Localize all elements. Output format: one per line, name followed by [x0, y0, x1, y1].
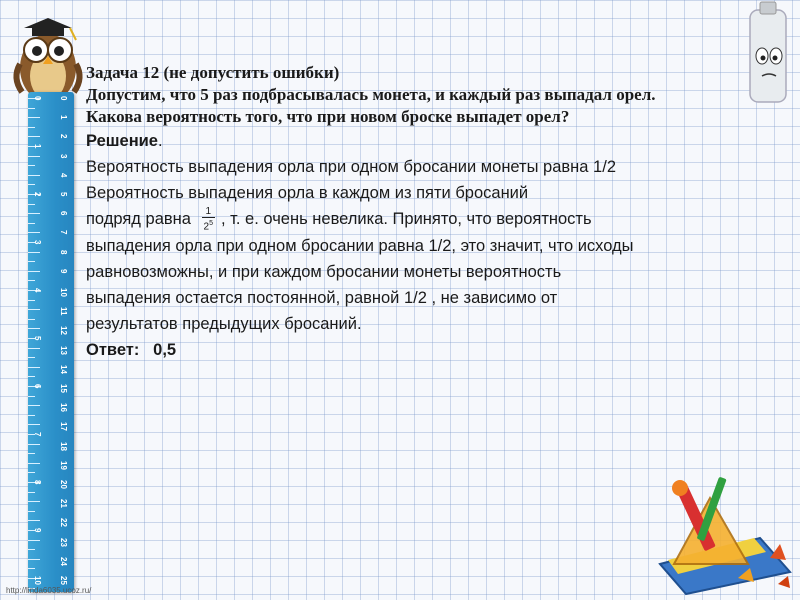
- ruler-tick: [28, 424, 40, 425]
- ruler-label-cm: 7: [33, 432, 42, 437]
- problem-line-1: Допустим, что 5 раз подбрасывалась монета, и каждый раз выпадал орел.: [86, 85, 656, 104]
- problem-line-2: Какова вероятность того, что при новом броске выпадет орел?: [86, 107, 570, 126]
- ruler-tick: [28, 472, 35, 473]
- solution-line-5: равновозможны, и при каждом бросании монеты вероятность: [86, 262, 562, 281]
- fraction-numerator: 1: [202, 206, 215, 218]
- ruler-label-cm: 2: [33, 192, 42, 197]
- ruler-tick: [28, 453, 35, 454]
- ruler-label-mm: 0: [59, 96, 68, 101]
- ruler-label-cm: 10: [33, 576, 42, 585]
- ruler-label-mm: 21: [59, 499, 68, 509]
- ruler-tick: [28, 444, 40, 445]
- ruler-label-mm: 24: [59, 556, 68, 566]
- ruler-label-mm: 25: [59, 576, 68, 585]
- ruler-tick: [28, 175, 40, 176]
- solution-line-6: выпадения остается постоянной, равной 1/2 , не зависимо от: [86, 288, 558, 307]
- ruler-tick: [28, 540, 40, 541]
- ruler-tick: [28, 136, 40, 137]
- ruler-label-mm: 12: [59, 326, 68, 336]
- slide-content: [86, 62, 786, 363]
- ruler-label-mm: 16: [59, 403, 68, 413]
- ruler: [28, 92, 74, 592]
- ruler-tick: [28, 271, 40, 272]
- ruler-tick: [28, 367, 40, 368]
- ruler-label-cm: 9: [33, 528, 42, 533]
- solution-line-2: Вероятность выпадения орла в каждом из пяти бросаний: [86, 184, 529, 202]
- ruler-label-mm: 1: [59, 115, 68, 120]
- school-supplies-icon: [650, 468, 798, 596]
- ruler-label-mm: 19: [59, 460, 68, 470]
- ruler-tick: [28, 357, 35, 358]
- ruler-label-cm: 0: [33, 96, 42, 101]
- ruler-tick: [28, 309, 40, 310]
- ruler-label-cm: 1: [33, 144, 42, 149]
- ruler-tick: [28, 568, 35, 569]
- ruler-label-mm: 15: [59, 384, 68, 393]
- ruler-tick: [28, 328, 40, 329]
- ruler-label-mm: 22: [59, 518, 68, 528]
- ruler-label-mm: 20: [59, 480, 68, 489]
- ruler-label-cm: 6: [33, 384, 42, 389]
- footer-url: http://linda6035.ucoz.ru/: [6, 586, 92, 595]
- fraction-denominator-exponent: 5: [209, 220, 213, 228]
- owl-icon: [8, 6, 88, 106]
- ruler-tick: [28, 463, 40, 464]
- ruler-tick: [28, 511, 35, 512]
- ruler-tick: [28, 204, 35, 205]
- ruler-tick: [28, 319, 35, 320]
- ruler-tick: [28, 165, 35, 166]
- ruler-label-mm: 18: [59, 441, 68, 451]
- ruler-tick: [28, 232, 40, 233]
- ruler-tick: [28, 108, 35, 109]
- solution-dot: .: [158, 132, 163, 150]
- ruler-tick: [28, 127, 35, 128]
- solution-line-3-post: , т. е. очень невелика. Принято, что вероятность: [220, 210, 592, 228]
- ruler-label-mm: 7: [59, 230, 68, 235]
- ruler-tick: [28, 223, 35, 224]
- ruler-label-cm: 8: [33, 480, 42, 485]
- ruler-tick: [28, 252, 40, 253]
- ruler-label-cm: 4: [33, 288, 42, 293]
- ruler-label-mm: 10: [59, 288, 68, 297]
- ruler-tick: [28, 549, 35, 550]
- fraction-denominator: [202, 218, 215, 232]
- ruler-tick: [28, 300, 35, 301]
- ruler-tick: [28, 184, 35, 185]
- ruler-label-cm: 3: [33, 240, 42, 245]
- answer-line: [86, 337, 786, 363]
- solution-heading: [86, 128, 786, 154]
- ruler-label-mm: 17: [59, 422, 68, 432]
- solution-line-3-pre: подряд равна: [86, 210, 196, 228]
- ruler-tick: [28, 559, 40, 560]
- ruler-ticks: [28, 92, 74, 592]
- ruler-tick: [28, 492, 35, 493]
- solution-line-4: выпадения орла при одном бросании равна 1/2, это значит, что исходы: [86, 236, 634, 255]
- ruler-tick: [28, 348, 40, 349]
- ruler-label-mm: 5: [59, 192, 68, 197]
- ruler-label-mm: 4: [59, 172, 68, 178]
- ruler-label-mm: 3: [59, 153, 68, 159]
- ruler-label-mm: 9: [59, 268, 68, 274]
- ruler-tick: [28, 501, 40, 502]
- fraction: [202, 206, 215, 232]
- ruler-tick: [28, 520, 40, 521]
- ruler-tick: [28, 396, 35, 397]
- solution-label: Решение: [86, 132, 158, 150]
- ruler-tick: [28, 117, 40, 118]
- answer-label: Ответ:: [86, 340, 140, 359]
- ruler-label-mm: 6: [59, 211, 68, 216]
- ruler-tick: [28, 280, 35, 281]
- ruler-tick: [28, 405, 40, 406]
- ruler-label-mm: 13: [59, 345, 68, 355]
- ruler-label-mm: 11: [59, 307, 68, 316]
- solution-line-1: Вероятность выпадения орла при одном бросании монеты равна 1/2: [86, 158, 616, 176]
- solution-line-7: результатов предыдущих бросаний.: [86, 314, 362, 333]
- ruler-tick: [28, 415, 35, 416]
- ruler-tick: [28, 213, 40, 214]
- fraction-denominator-base: 2: [203, 221, 210, 233]
- task-title: Задача 12 (не допустить ошибки): [86, 63, 340, 82]
- answer-value: 0,5: [153, 340, 177, 359]
- ruler-label-mm: 23: [59, 537, 68, 547]
- ruler-label-cm: 5: [33, 336, 42, 341]
- ruler-tick: [28, 156, 40, 157]
- ruler-tick: [28, 376, 35, 377]
- ruler-tick: [28, 261, 35, 262]
- ruler-label-mm: 2: [59, 134, 68, 139]
- ruler-label-mm: 8: [59, 249, 68, 255]
- solution-line-3: [86, 206, 786, 233]
- ruler-label-mm: 14: [59, 364, 68, 374]
